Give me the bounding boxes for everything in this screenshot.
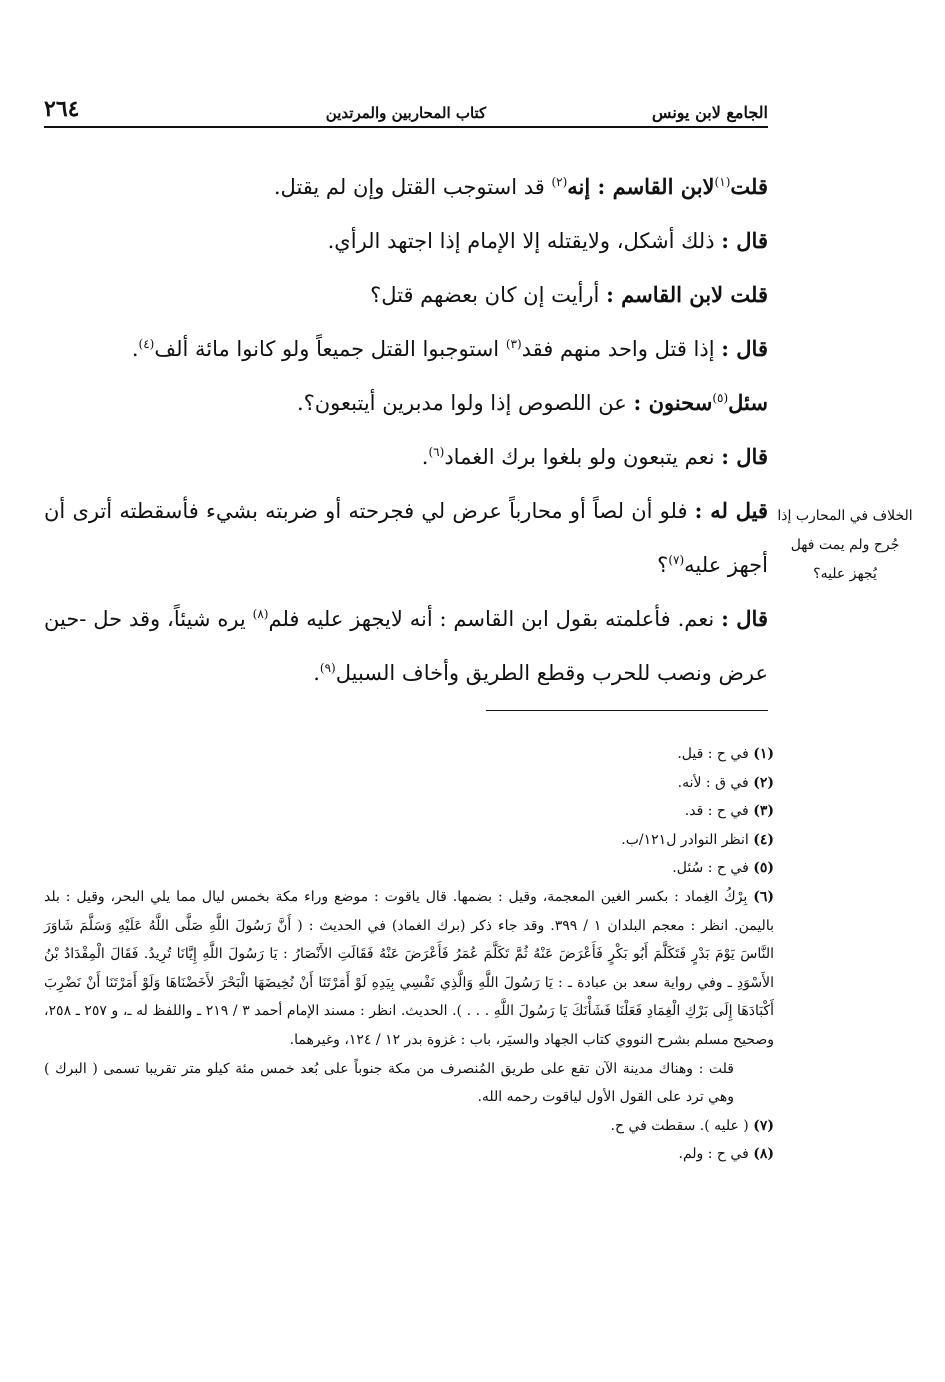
footnote-ref: (٩) [319, 661, 336, 675]
footnote-ref: (٣) [505, 337, 522, 351]
footnote-text: ( عليه ). سقطت في ح. [610, 1117, 749, 1134]
running-header [44, 96, 768, 128]
paragraph-6 [44, 430, 768, 484]
speaker: قال : [721, 444, 768, 469]
footnote-5 [44, 854, 774, 883]
margin-gloss [770, 502, 920, 589]
main-text [44, 160, 768, 700]
footnote-number: (٤) [753, 831, 774, 848]
header-chapter-title: كتاب المحاربين والمرتدين [325, 104, 487, 122]
header-book-title: الجامع لابن يونس [651, 103, 768, 122]
footnote-divider [486, 710, 768, 711]
footnote-ref: (٤) [138, 337, 155, 351]
footnote-ref: (٢) [551, 175, 568, 189]
footnote-ref: (٧) [668, 553, 685, 567]
paragraph-2 [44, 214, 768, 268]
margin-gloss-line: جُرح ولم يمت فهل [790, 537, 900, 553]
paragraph-8 [44, 592, 768, 700]
footnote-text: في ق : لأنه. [677, 774, 749, 791]
footnote-number: (٥) [753, 860, 774, 877]
footnote-ref: (٥) [712, 391, 729, 405]
speaker: قيل له : [694, 498, 769, 523]
paragraph-text: ذلك أشكل، ولايقتله إلا الإمام إذا اجتهد الرأي. [327, 229, 722, 253]
footnote-ref: (٦) [428, 445, 445, 459]
paragraph-text: . [421, 445, 429, 469]
paragraph-text: . [131, 337, 139, 361]
paragraph-text: نعم يتبعون ولو بلغوا برك الغماد [444, 445, 722, 469]
paragraph-4 [44, 322, 768, 376]
paragraph-1 [44, 160, 768, 214]
paragraph-text: يره شيئاً، وقد حل -حين عرض ونصب للحرب وقطع الطريق وأخاف السبيل [44, 607, 768, 685]
speaker: قال : [721, 336, 768, 361]
footnote-number: (١) [753, 746, 774, 762]
footnotes [44, 740, 774, 1169]
footnote-text: في ح : سُئل. [672, 860, 749, 877]
paragraph-text: نعم. فأعلمته بقول ابن القاسم : أنه لايجهز عليه فلم [268, 607, 722, 631]
footnote-ref: (١) [714, 175, 731, 189]
footnote-ref: (٨) [252, 607, 269, 621]
paragraph-7 [44, 484, 768, 592]
footnote-number: (٦) [753, 888, 774, 905]
footnote-text: في ح : ولم. [678, 1146, 749, 1163]
paragraph-text: . [313, 661, 320, 685]
footnote-1 [44, 740, 774, 769]
footnote-2 [44, 769, 774, 798]
footnote-4 [44, 826, 774, 855]
footnote-number: (٨) [753, 1146, 774, 1163]
footnote-number: (٢) [753, 774, 774, 791]
paragraph-text: أرأيت إن كان بعضهم قتل؟ [370, 283, 607, 307]
speaker: قال : [721, 228, 768, 253]
speaker: قال : [721, 606, 768, 631]
paragraph-text: ؟ [657, 553, 669, 577]
page-number: ٢٦٤ [44, 96, 80, 122]
speaker-name: سحنون : [633, 390, 713, 415]
paragraph-3 [44, 268, 768, 322]
speaker: سئل [728, 390, 768, 415]
margin-gloss-line: يُجهز عليه؟ [813, 566, 877, 582]
speaker: قلت لابن القاسم : [606, 282, 768, 307]
footnote-7 [44, 1112, 774, 1141]
speaker: قلت [730, 174, 768, 199]
paragraph-5 [44, 376, 768, 430]
footnote-number: (٣) [753, 803, 774, 820]
footnote-6 [44, 883, 774, 1055]
footnote-text: في ح : قد. [684, 803, 749, 820]
paragraph-text: قد استوجب القتل وإن لم يقتل. [273, 175, 552, 199]
footnote-text: انظر النوادر ل١٢١/ب. [621, 831, 749, 848]
margin-gloss-line: الخلاف في المحارب إذا [777, 508, 913, 524]
footnote-number: (٧) [753, 1117, 774, 1134]
paragraph-text: لابن القاسم : إنه [567, 174, 715, 199]
footnote-text: بِرْكُ الغِماد : بكسر الغين المعجمة، وقيل : بضمها. قال ياقوت : موضع وراء مكة بخمس ليال مما يلي البحر، وقيل : بلد باليمن. انظر : معجم البلدان ١ / ٣٩٩. وقد جاء ذكر (برك الغماد) في الحديث : ( أَنَّ رَسُولَ اللَّهِ صَلَّى اللَّهُ عَلَيْهِ وَسَلَّمَ شَاوَرَ النَّاسَ يَوْمَ بَدْرٍ فَتَكَلَّمَ أَبُو بَكْرٍ فَأَعْرَضَ عَنْهُ ثُمَّ تَكَلَّمَ عُمَرُ فَأَعْرَضَ عَنْهُ فَقَالَتِ الأَنْصَارُ : يَا رَسُولَ اللَّهِ إِيَّانَا تُرِيدُ. فَقَالَ الْمِقْدَادُ بْنُ الأَسْوَدِ ـ وفي رواية سعد بن عبادة ـ : يَا رَسُولَ اللَّهِ وَالَّذِي نَفْسِي بِيَدِهِ لَوْ أَمَرْتَنَا أَنْ نُخِيضَهَا الْبَحْرَ لأَخَضْنَاهَا وَلَوْ أَمَرْتَنَا أَنْ نَضْرِبَ أَكْبَادَهَا إِلَى بَرْكِ الْغِمَادِ فَعَلْنَا فَشَأْنَكَ يَا رَسُولَ اللَّهِ . . . ). الحديث. انظر : مسند الإمام أحمد ٣ / ٢١٩ ـ واللفظ له ـ، و ٢٥٧ ـ ٢٥٨، وصحيح مسلم بشرح النووي كتاب الجهاد والسيَر، باب : غزوة بدر ١٢ / ١٢٤، وغيرهما. [44, 888, 774, 1048]
footnote-text: في ح : قيل. [677, 746, 749, 762]
paragraph-text: عن اللصوص إذا ولوا مدبرين أيتبعون؟. [296, 391, 634, 415]
paragraph-text: إذا قتل واحد منهم فقد [521, 337, 722, 361]
footnote-6-comment: قلت : وهناك مدينة الآن تقع على طريق المُنصرف من مكة جنوباً على بُعد خمس مئة كيلو متر تقريبا تسمى ( البرك ) وهي ترد على القول الأول لياقوت رحمه الله. [44, 1060, 734, 1106]
paragraph-text: فلو أن لصاً أو محارباً عرض لي فجرحته أو ضربته بشيء فأسقطته أترى أن أجهز عليه [44, 499, 768, 577]
footnote-8 [44, 1140, 774, 1169]
paragraph-text: استوجبوا القتل جميعاً ولو كانوا مائة ألف [154, 337, 506, 361]
footnote-3 [44, 797, 774, 826]
